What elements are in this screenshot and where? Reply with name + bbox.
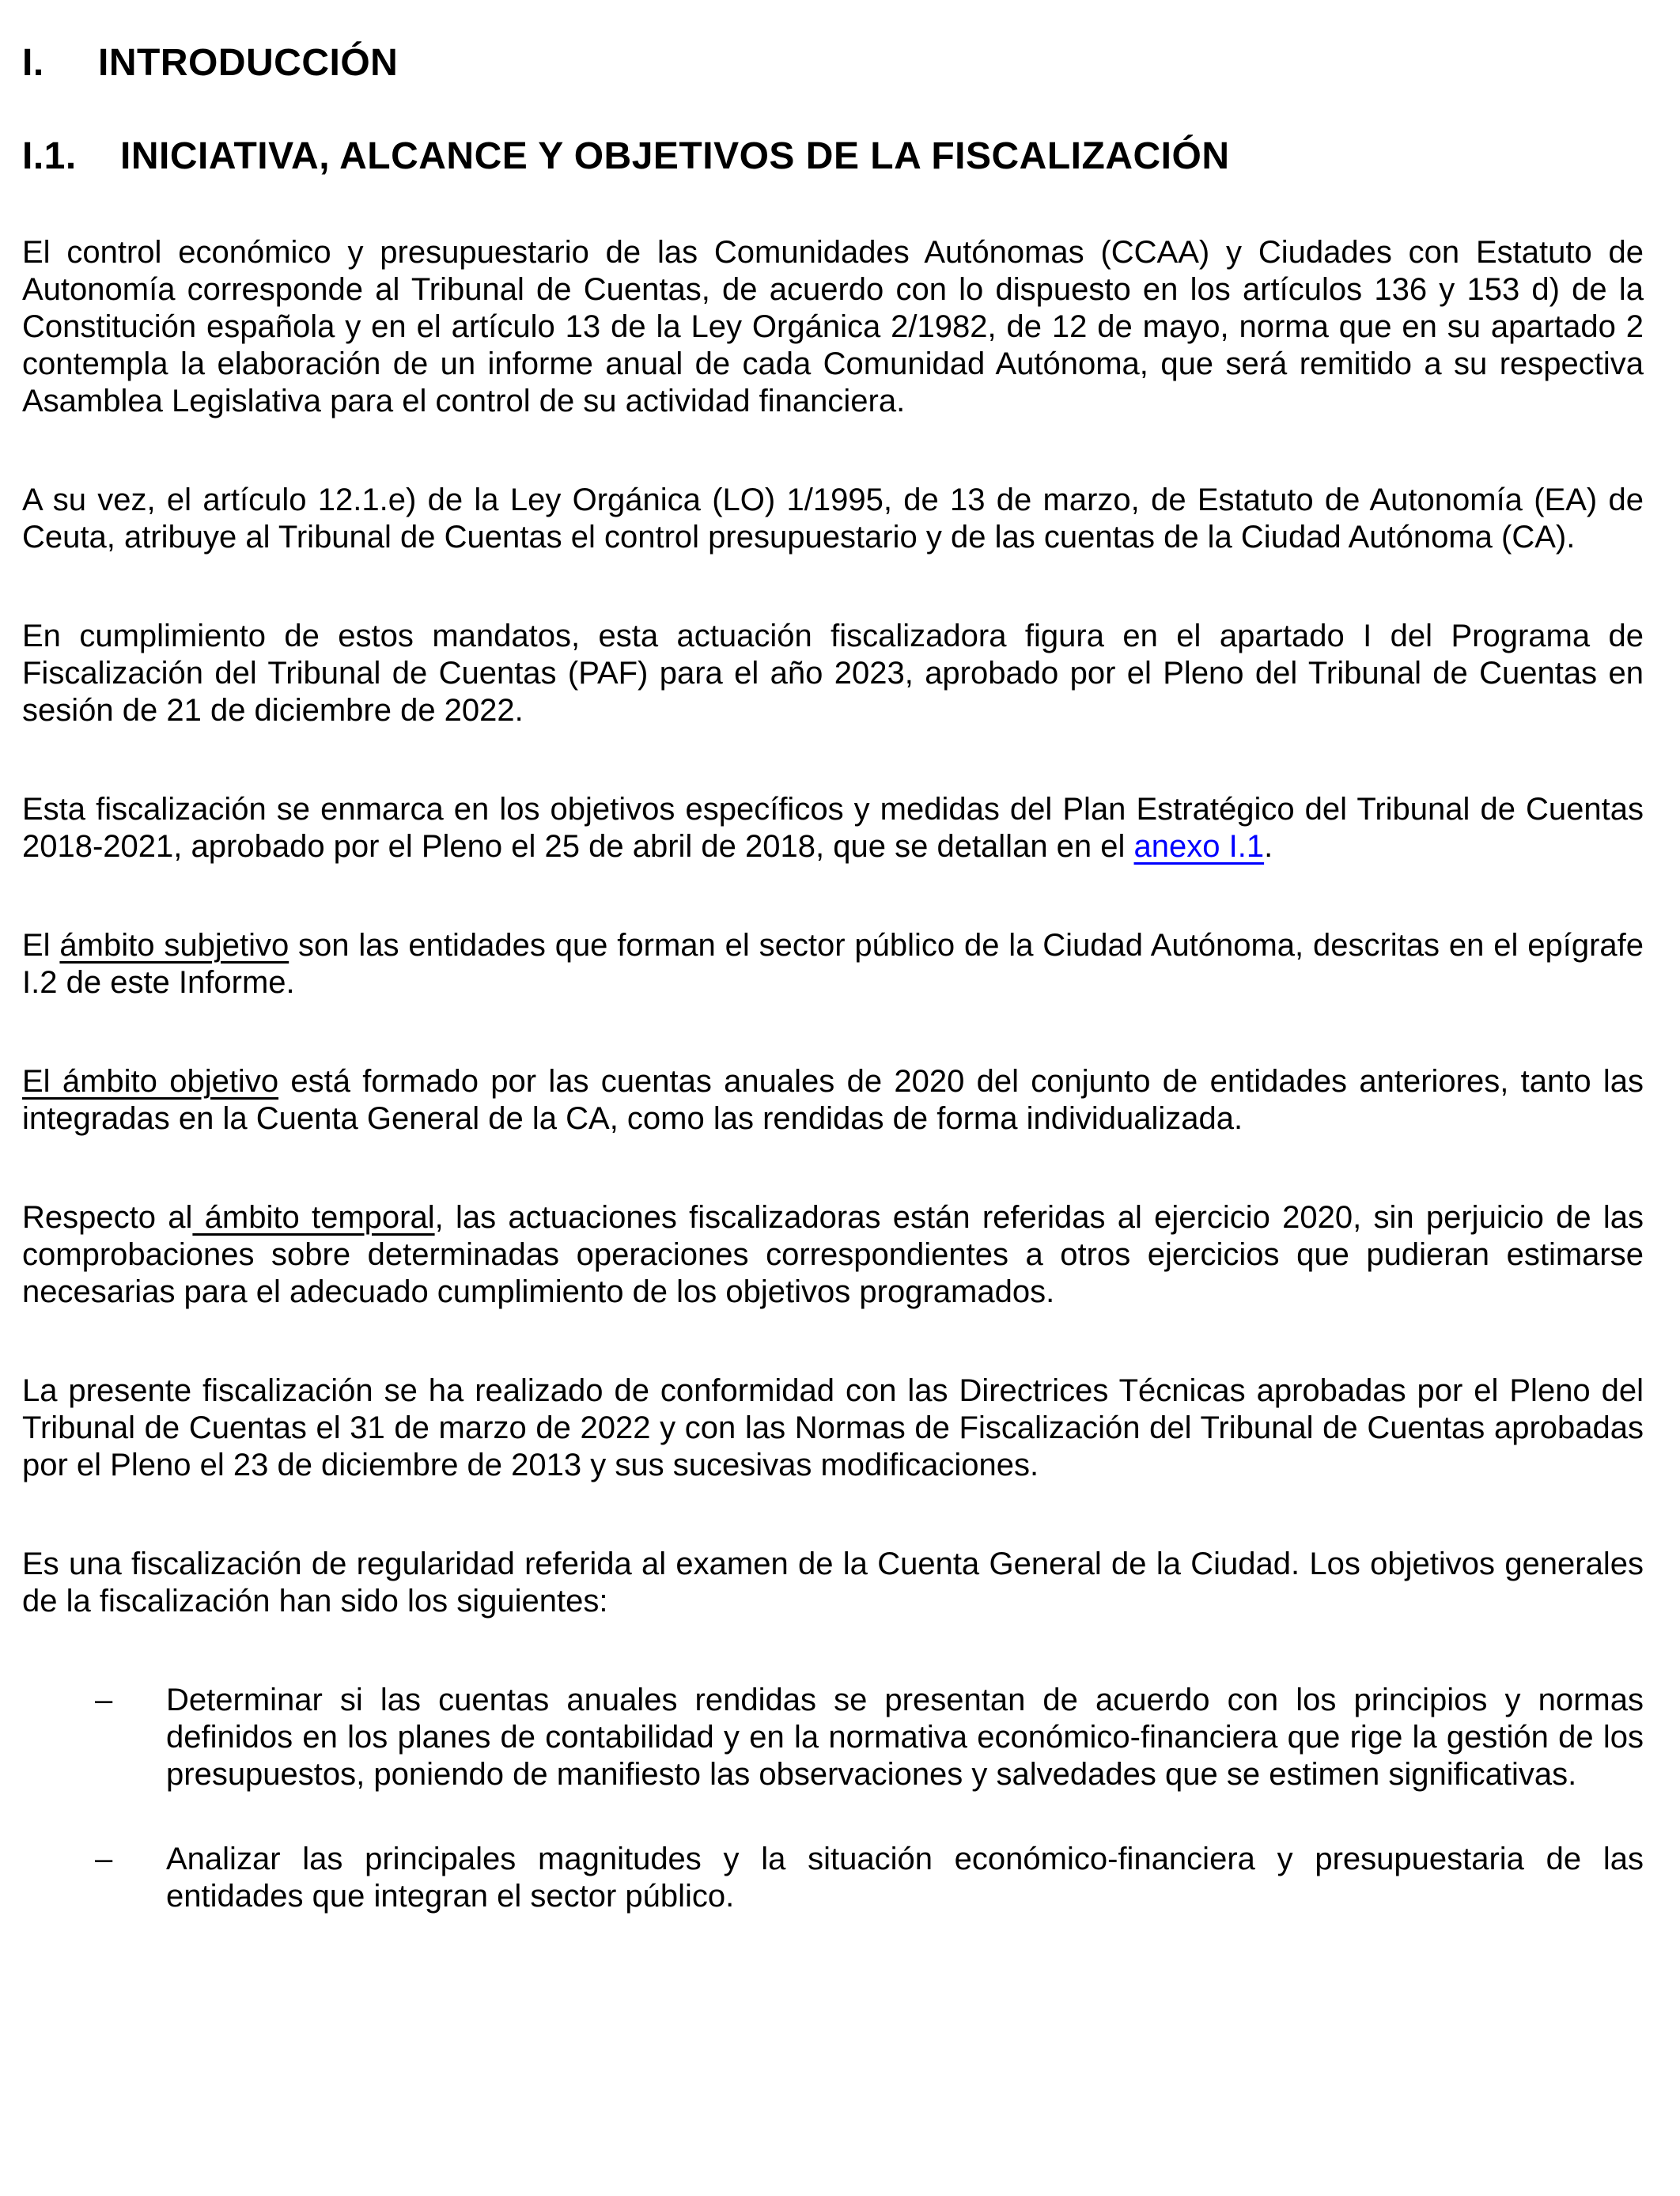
text-segment: .	[1264, 829, 1273, 864]
list-dash-marker: –	[95, 1842, 113, 1876]
text-segment: Es una fiscalización de regularidad referida al examen de la Cuenta General de la Ciudad. Los objetivos generales de la fiscalización han sido los siguientes:	[22, 1547, 1644, 1619]
subsection-number: I.1.	[22, 135, 77, 177]
text-segment: Analizar las principales magnitudes y la situación económico-financiera y presupuestaria de las entidades que integran el sector público.	[166, 1842, 1644, 1914]
text-segment: son las entidades que forman el sector público de la Ciudad Autónoma, descritas en el epígrafe I.2 de este Informe.	[22, 928, 1644, 1000]
text-segment: Determinar si las cuentas anuales rendidas se presentan de acuerdo con los principios y normas definidos en los planes de contabilidad y en la normativa económico-financiera que rige la gestión de los presupuestos, poniendo de manifiesto las observaciones y salvedades que se estimen significativas.	[166, 1683, 1644, 1792]
section-number: I.	[22, 42, 44, 84]
text-segment: El	[22, 928, 60, 963]
text-segment: En cumplimiento de estos mandatos, esta actuación fiscalizadora figura en el apartado I del Programa de Fiscalización del Tribunal de Cuentas (PAF) para el año 2023, aprobado por el Pleno del Tribunal de Cuentas en sesión de 21 de diciembre de 2022.	[22, 619, 1644, 728]
text-segment: está formado por las cuentas anuales de 2020 del conjunto de entidades anteriores, tanto las integradas en la Cuenta General de la CA, como las rendidas de forma individualizada.	[22, 1064, 1644, 1136]
paragraph	[22, 234, 1644, 420]
text-segment: Esta fiscalización se enmarca en los objetivos específicos y medidas del Plan Estratégico del Tribunal de Cuentas 2018-2021, aprobado por el Pleno el 25 de abril de 2018, que se detallan en el	[22, 792, 1644, 864]
paragraph	[22, 1546, 1644, 1620]
paragraph	[22, 618, 1644, 729]
paragraph	[22, 791, 1644, 865]
list-item-text	[166, 1841, 1644, 1915]
underlined-term: ámbito subjetivo	[59, 928, 289, 963]
section-heading	[22, 41, 1644, 85]
list-item-text	[166, 1682, 1644, 1793]
document-body	[22, 234, 1644, 1915]
paragraph	[22, 1372, 1644, 1484]
subsection-heading	[22, 134, 1644, 179]
subsection-title: INICIATIVA, ALCANCE Y OBJETIVOS DE LA FISCALIZACIÓN	[120, 135, 1230, 177]
paragraph	[22, 482, 1644, 556]
anexo-link[interactable]: anexo I.1	[1133, 829, 1265, 864]
underlined-term: ámbito temporal	[192, 1200, 435, 1235]
section-title: INTRODUCCIÓN	[98, 42, 399, 84]
text-segment: , las actuaciones fiscalizadoras están referidas al ejercicio 2020, sin perjuicio de las comprobaciones sobre determinadas operaciones correspondientes a otros ejercicios que pudieran estimarse necesarias para el adecuado cumplimiento de los objetivos programados.	[22, 1200, 1644, 1309]
text-segment: Respecto al	[22, 1200, 193, 1235]
text-segment: La presente fiscalización se ha realizado de conformidad con las Directrices Técnicas aprobadas por el Pleno del Tribunal de Cuentas el 31 de marzo de 2022 y con las Normas de Fiscalización del Tribunal de Cuentas aprobadas por el Pleno el 23 de diciembre de 2013 y sus sucesivas modificaciones.	[22, 1373, 1644, 1482]
list-dash-marker: –	[95, 1683, 113, 1717]
paragraph	[22, 927, 1644, 1001]
paragraph	[22, 1063, 1644, 1138]
paragraph	[22, 1199, 1644, 1311]
list-item	[22, 1682, 1644, 1793]
text-segment: El control económico y presupuestario de las Comunidades Autónomas (CCAA) y Ciudades con Estatuto de Autonomía corresponde al Tribunal de Cuentas, de acuerdo con lo dispuesto en los artículos 136 y 153 d) de la Constitución española y en el artículo 13 de la Ley Orgánica 2/1982, de 12 de mayo, norma que en su apartado 2 contempla la elaboración de un informe anual de cada Comunidad Autónoma, que será remitido a su respectiva Asamblea Legislativa para el control de su actividad financiera.	[22, 235, 1644, 418]
list-item	[22, 1841, 1644, 1915]
underlined-term: El ámbito objetivo	[22, 1064, 279, 1099]
text-segment: A su vez, el artículo 12.1.e) de la Ley Orgánica (LO) 1/1995, de 13 de marzo, de Estatuto de Autonomía (EA) de Ceuta, atribuye al Tribunal de Cuentas el control presupuestario y de las cuentas de la Ciudad Autónoma (CA).	[22, 483, 1644, 555]
